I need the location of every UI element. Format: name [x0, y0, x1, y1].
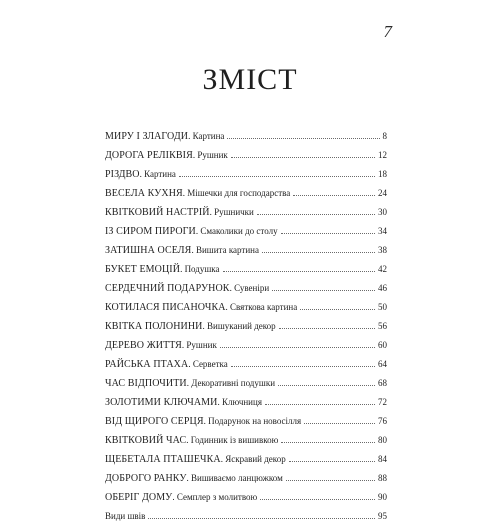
dot-leader [281, 442, 375, 443]
toc-entry [105, 359, 387, 378]
toc-separator: . [217, 397, 222, 407]
toc-page-number: 68 [378, 378, 387, 388]
toc-heading: СЕРДЕЧНИЙ ПОДАРУНОК [105, 283, 230, 294]
dot-leader [179, 176, 375, 177]
toc-separator: . [188, 359, 193, 369]
toc-page-number: 80 [378, 435, 387, 445]
toc-subtitle: Смаколики до столу [200, 226, 278, 236]
dot-leader [304, 423, 375, 424]
toc-entry [105, 473, 387, 492]
toc-separator: . [139, 169, 145, 179]
dot-leader [289, 461, 375, 462]
toc-entry-text [105, 321, 276, 332]
toc-separator: . [202, 321, 208, 331]
toc-entry [105, 340, 387, 359]
toc-separator: . [186, 473, 192, 483]
toc-subtitle: Види швів [105, 511, 146, 521]
dot-leader [279, 328, 375, 329]
toc-page-number: 24 [378, 188, 387, 198]
toc-page-number: 42 [378, 264, 387, 274]
toc-entry [105, 207, 387, 226]
toc-heading: ЗАТИШНА ОСЕЛЯ [105, 245, 192, 256]
dot-leader [262, 252, 375, 253]
dot-leader [293, 195, 375, 196]
toc-entry-text [105, 473, 283, 484]
toc-heading: ДЕРЕВО ЖИТТЯ [105, 340, 182, 351]
toc-entry [105, 416, 387, 435]
toc-heading: ЧАС ВІДПОЧИТИ [105, 378, 187, 389]
toc-entry [105, 302, 387, 321]
toc-entry-text [105, 188, 290, 199]
toc-entry [105, 131, 387, 150]
toc-entry-text [105, 150, 228, 161]
toc-separator: . [186, 378, 192, 388]
toc-subtitle: Декоративні подушки [191, 378, 276, 388]
toc-entry [105, 150, 387, 169]
toc-heading: БУКЕТ ЕМОЦІЙ [105, 264, 181, 275]
dot-leader [278, 385, 375, 386]
toc-separator: . [191, 245, 196, 255]
toc-subtitle: Картина [192, 131, 225, 141]
toc-heading: ДОБРОГО РАНКУ [105, 473, 187, 484]
toc-page-number: 95 [378, 511, 387, 521]
toc-page-number: 8 [382, 131, 387, 141]
toc-separator: . [186, 435, 191, 445]
toc-heading: ДОРОГА РЕЛІКВІЯ [105, 150, 193, 161]
toc-entry-text [105, 416, 301, 427]
toc-entry-text [105, 340, 217, 351]
toc-entry [105, 264, 387, 283]
toc-page-number: 88 [378, 473, 387, 483]
dot-leader [300, 309, 375, 310]
toc-separator: . [180, 264, 185, 274]
toc-separator: . [225, 302, 231, 312]
toc-heading: РАЙСЬКА ПТАХА [105, 359, 189, 370]
toc-page-number: 90 [378, 492, 387, 502]
toc-heading: ЗОЛОТИМИ КЛЮЧАМИ [105, 397, 218, 408]
toc-separator: . [229, 283, 235, 293]
toc-page-number: 50 [378, 302, 387, 312]
toc-entry-text [105, 359, 228, 370]
dot-leader [223, 271, 375, 272]
toc-entry-text [105, 397, 262, 408]
toc-subtitle: Вишиваємо ланцюжком [191, 473, 283, 483]
dot-leader [231, 157, 375, 158]
dot-leader [265, 404, 375, 405]
toc-entry [105, 397, 387, 416]
toc-page-number: 84 [378, 454, 387, 464]
toc-page-number: 64 [378, 359, 387, 369]
toc-heading: КВІТКОВИЙ ЧАС [105, 435, 187, 446]
toc-entry [105, 321, 387, 340]
toc-subtitle: Годинник із вишивкою [190, 435, 279, 445]
toc-heading: ВЕСЕЛА КУХНЯ [105, 188, 183, 199]
toc-entry [105, 188, 387, 207]
toc-separator: . [192, 150, 198, 160]
toc-subtitle: Яскравий декор [225, 454, 286, 464]
toc-entry [105, 283, 387, 302]
toc-entry [105, 169, 387, 188]
toc-entry [105, 492, 387, 511]
dot-leader [286, 480, 375, 481]
page-number: 7 [383, 22, 392, 41]
toc-entry [105, 378, 387, 397]
toc-heading: РІЗДВО [105, 169, 140, 180]
toc-page-number: 76 [378, 416, 387, 426]
toc-entry [105, 454, 387, 473]
toc-subtitle: Рушник [186, 340, 217, 350]
toc-subtitle: Подарунок на новосілля [208, 416, 302, 426]
toc-subtitle: Святкова картина [230, 302, 298, 312]
toc-entry-text [105, 207, 254, 218]
toc-subtitle: Рушник [197, 150, 228, 160]
dot-leader [227, 138, 379, 139]
toc-entry-text [105, 169, 176, 180]
toc-heading: КВІТКА ПОЛОНИНИ [105, 321, 203, 332]
toc-entry-text [105, 226, 278, 237]
toc-heading: МИРУ І ЗЛАГОДИ [105, 131, 189, 142]
toc-entry [105, 226, 387, 245]
toc-entry-text [105, 131, 224, 142]
toc-heading: ВІД ЩИРОГО СЕРЦЯ [105, 416, 204, 427]
toc-heading: ОБЕРІГ ДОМУ [105, 492, 173, 503]
toc-heading: КВІТКОВИЙ НАСТРІЙ [105, 207, 210, 218]
toc-entry [105, 245, 387, 264]
toc-page-number: 30 [378, 207, 387, 217]
toc-heading: ЩЕБЕТАЛА ПТАШЕЧКА [105, 454, 221, 465]
toc-subtitle: Вишуканий декор [207, 321, 276, 331]
toc-separator: . [195, 226, 201, 236]
dot-leader [257, 214, 375, 215]
toc-subtitle: Картина [144, 169, 176, 179]
toc-subtitle: Ключниця [221, 397, 262, 407]
toc-page-number: 34 [378, 226, 387, 236]
toc-entry-text [105, 283, 269, 294]
toc-subtitle: Семплер з молитвою [176, 492, 258, 502]
dot-leader [231, 366, 375, 367]
toc-page-number: 18 [378, 169, 387, 179]
dot-leader [281, 233, 375, 234]
toc-subtitle: Вишита картина [195, 245, 259, 255]
toc-subtitle: Мішечки для господарства [187, 188, 291, 198]
toc-separator: . [172, 492, 177, 502]
toc-entry-text [105, 454, 286, 465]
toc-separator: . [209, 207, 215, 217]
toc-entry-text [105, 435, 278, 446]
toc-entry-text [105, 378, 275, 389]
toc-page-number: 38 [378, 245, 387, 255]
toc-entry-text [105, 264, 220, 275]
toc-separator: . [182, 188, 188, 198]
toc-page-number: 72 [378, 397, 387, 407]
dot-leader [148, 518, 375, 519]
page-title: ЗМІСТ [202, 63, 298, 96]
toc-entry-text [105, 245, 259, 256]
toc-entry-text [105, 492, 257, 503]
toc-page-number: 12 [378, 150, 387, 160]
toc-entry-text [105, 302, 297, 313]
toc-separator: . [203, 416, 209, 426]
toc-page-number: 60 [378, 340, 387, 350]
table-of-contents [105, 131, 387, 530]
toc-subtitle: Серветка [192, 359, 228, 369]
toc-subtitle: Сувеніри [234, 283, 270, 293]
toc-entry [105, 435, 387, 454]
dot-leader [272, 290, 375, 291]
toc-separator: . [181, 340, 187, 350]
toc-subtitle: Рушнички [214, 207, 254, 217]
toc-heading: КОТИЛАСЯ ПИСАНОЧКА [105, 302, 226, 313]
toc-entry-text [105, 511, 145, 522]
toc-entry [105, 511, 387, 530]
toc-page-number: 56 [378, 321, 387, 331]
toc-page-number: 46 [378, 283, 387, 293]
dot-leader [220, 347, 375, 348]
toc-separator: . [188, 131, 193, 141]
toc-subtitle: Подушка [184, 264, 220, 274]
toc-heading: ІЗ СИРОМ ПИРОГИ [105, 226, 196, 237]
toc-separator: . [220, 454, 226, 464]
